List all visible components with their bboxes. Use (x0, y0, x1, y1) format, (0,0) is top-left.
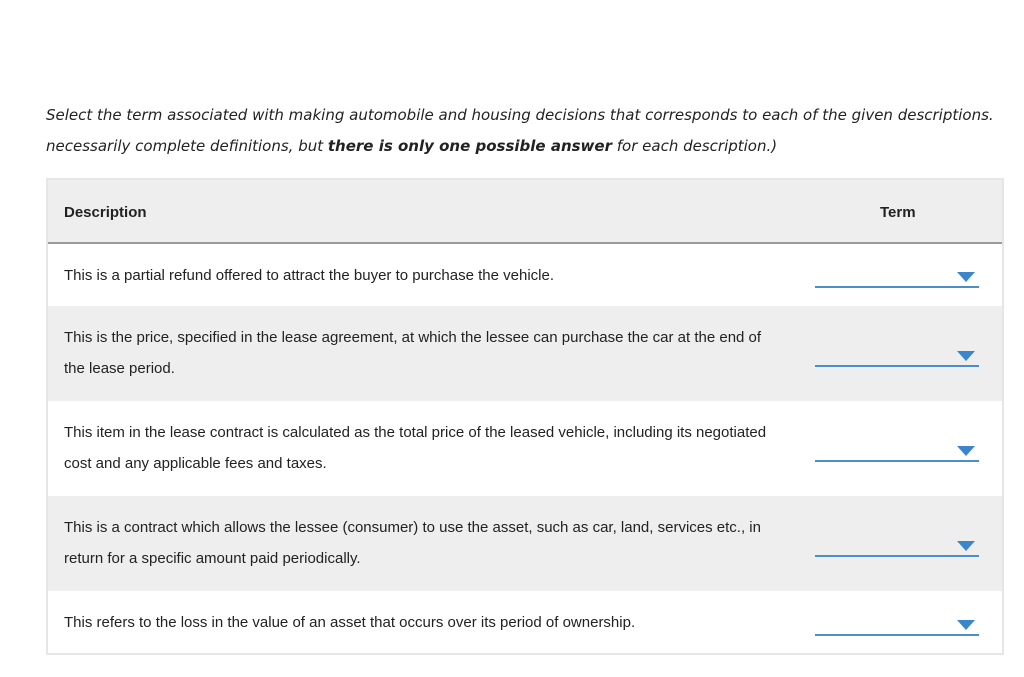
table-header (48, 180, 1002, 244)
instructions (46, 100, 1024, 162)
table-row (48, 591, 1002, 653)
table-row (48, 306, 1002, 401)
caret-down-icon (957, 620, 975, 630)
caret-down-icon (957, 446, 975, 456)
header-term: Term (880, 204, 916, 221)
caret-down-icon (957, 272, 975, 282)
table-row (48, 401, 1002, 496)
instructions-emphasis: there is only one possible answer (327, 137, 612, 155)
instructions-line-1: Select the term associated with making automobile and housing decisions that corresponds to each of the given descriptions. (46, 106, 994, 124)
term-dropdown[interactable] (815, 535, 979, 557)
term-dropdown[interactable] (815, 440, 979, 462)
instructions-line-2-start: necessarily complete definitions, but (46, 137, 328, 155)
row-description: This is a partial refund offered to attract the buyer to purchase the vehicle. (64, 267, 554, 284)
caret-down-icon (957, 541, 975, 551)
instructions-line-2-end: for each description.) (611, 137, 778, 155)
row-description: This is the price, specified in the lease agreement, at which the lessee can purchase the car at the end of the lease period. (64, 329, 762, 377)
header-description: Description (64, 204, 147, 221)
row-description: This is a contract which allows the lessee (consumer) to use the asset, such as car, land, services etc., in return for a specific amount paid periodically. (64, 519, 761, 567)
table-row (48, 496, 1002, 591)
term-dropdown[interactable] (815, 345, 979, 367)
caret-down-icon (957, 351, 975, 361)
term-dropdown[interactable] (815, 614, 979, 636)
row-description: This item in the lease contract is calculated as the total price of the leased vehicle, including its negotiated cost and any applicable fees and taxes. (64, 424, 767, 472)
instructions-line-2 (46, 131, 1024, 162)
term-dropdown[interactable] (815, 266, 979, 288)
matching-table (46, 178, 1004, 655)
table-row (48, 244, 1002, 306)
row-description: This refers to the loss in the value of an asset that occurs over its period of ownership. (64, 614, 636, 631)
